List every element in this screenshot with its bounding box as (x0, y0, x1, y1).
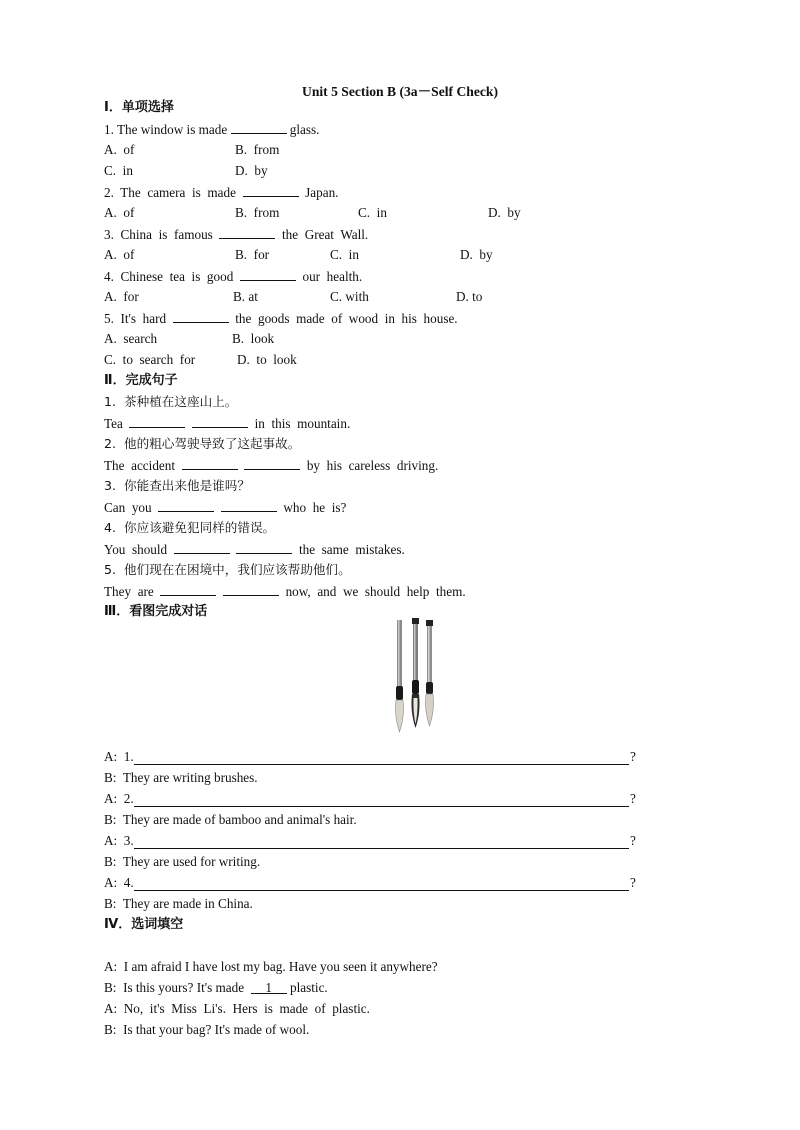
dialogue-text-before: Is this yours? It's made (123, 980, 248, 995)
dialogue-text: They are used for writing. (122, 854, 261, 869)
sentence-before: The accident (104, 458, 182, 473)
dialogue-text: No, it's Miss Li's. Hers is made of plastic. (123, 1001, 370, 1016)
stem-before: 2. The camera is made (104, 185, 243, 200)
sentence-before: They are (104, 584, 161, 599)
dialogue-text: They are made of bamboo and animal's hair. (122, 812, 357, 827)
option: A. of (104, 247, 135, 262)
question-mark: ? (630, 791, 636, 806)
dialogue-text: They are writing brushes. (122, 770, 258, 785)
sentence (104, 583, 466, 600)
option: C. to search for (104, 352, 196, 367)
speaker: B: (104, 770, 117, 785)
question-number: 2. (123, 791, 134, 806)
question-stem (104, 184, 338, 201)
dialogue-line (104, 854, 260, 870)
answer-blank[interactable] (160, 583, 216, 596)
dialogue-line (104, 1001, 370, 1017)
stem-before: 5. It's hard (104, 311, 173, 326)
option: A. search (104, 331, 158, 346)
question-mark: ? (630, 833, 636, 848)
option: B. for (235, 247, 270, 262)
speaker: A: (104, 749, 118, 764)
answer-blank[interactable] (134, 763, 629, 765)
dialogue-line (104, 896, 253, 912)
dialogue-line (104, 959, 438, 975)
answer-blank[interactable] (129, 415, 185, 428)
dialogue-text: Is that your bag? It's made of wool. (123, 1022, 310, 1037)
brushes-icon (390, 618, 440, 736)
answer-blank[interactable] (221, 499, 277, 512)
answer-blank[interactable] (158, 499, 214, 512)
chinese-prompt: 4. 你应该避免犯同样的错误。 (104, 520, 276, 535)
sentence (104, 415, 350, 432)
section-heading-picture-dialogue: Ⅲ．看图完成对话 (104, 604, 208, 619)
answer-blank[interactable] (134, 805, 629, 807)
sentence (104, 499, 346, 516)
answer-blank[interactable] (219, 226, 275, 239)
option: C. in (358, 205, 387, 220)
stem-before: 4. Chinese tea is good (104, 269, 240, 284)
question-mark: ? (630, 749, 636, 764)
answer-blank[interactable] (134, 889, 629, 891)
dialogue-text: I am afraid I have lost my bag. Have you seen it anywhere? (123, 959, 438, 974)
answer-blank[interactable] (134, 847, 629, 849)
dialogue-line (104, 875, 134, 891)
speaker: B: (104, 854, 117, 869)
dialogue-line (104, 1022, 309, 1038)
section-heading-complete-sentences: Ⅱ．完成句子 (104, 373, 178, 388)
sentence-after: now, and we should help them. (278, 584, 466, 599)
option: B. look (232, 331, 275, 346)
option: C. in (330, 247, 359, 262)
question-stem (104, 310, 458, 327)
sentence-before: Can you (104, 500, 159, 515)
speaker: B: (104, 980, 117, 995)
sentence-after: by his careless driving. (300, 458, 439, 473)
speaker: A: (104, 1001, 118, 1016)
option: D. to (456, 289, 483, 304)
numbered-blank-1[interactable]: 1 (251, 981, 287, 994)
option: C. in (104, 163, 133, 178)
dialogue-text-after: plastic. (286, 980, 328, 995)
chinese-prompt: 1. 茶种植在这座山上。 (104, 394, 238, 409)
option: D. to look (237, 352, 297, 367)
speaker: A: (104, 791, 118, 806)
answer-blank[interactable] (244, 457, 300, 470)
writing-brushes-image (390, 618, 440, 736)
option: B. from (235, 142, 280, 157)
dialogue-line (104, 812, 357, 828)
sentence (104, 541, 405, 558)
answer-blank[interactable] (243, 184, 299, 197)
dialogue-line (104, 980, 328, 996)
option: A. of (104, 142, 135, 157)
speaker: A: (104, 875, 118, 890)
stem-after: our health. (295, 269, 363, 284)
option: A. of (104, 205, 135, 220)
sentence-before: You should (104, 542, 174, 557)
stem-after: the Great Wall. (275, 227, 369, 242)
option: B. at (233, 289, 258, 304)
dialogue-line (104, 770, 258, 786)
dialogue-text: They are made in China. (122, 896, 253, 911)
question-number: 1. (123, 749, 134, 764)
speaker: B: (104, 812, 117, 827)
section-heading-multiple-choice: Ⅰ．单项选择 (104, 100, 174, 115)
chinese-prompt: 5. 他们现在在困境中，我们应该帮助他们。 (104, 562, 351, 577)
section-heading-word-fill: Ⅳ．选词填空 (104, 917, 184, 932)
question-stem (104, 226, 368, 243)
sentence-before: Tea (104, 416, 130, 431)
sentence-after: in this mountain. (248, 416, 351, 431)
speaker: B: (104, 896, 117, 911)
answer-blank[interactable] (231, 121, 287, 134)
stem-after: glass. (286, 122, 320, 137)
question-stem (104, 121, 319, 138)
question-number: 3. (123, 833, 134, 848)
sentence (104, 457, 438, 474)
answer-blank[interactable] (174, 541, 230, 554)
option: D. by (488, 205, 521, 220)
dialogue-line (104, 791, 134, 807)
sentence-after: who he is? (276, 500, 347, 515)
answer-blank[interactable] (173, 310, 229, 323)
speaker: A: (104, 959, 118, 974)
dialogue-line (104, 749, 134, 765)
answer-blank[interactable] (236, 541, 292, 554)
speaker: B: (104, 1022, 117, 1037)
stem-after: Japan. (298, 185, 339, 200)
question-stem (104, 268, 362, 285)
question-number: 4. (123, 875, 134, 890)
speaker: A: (104, 833, 118, 848)
stem-before: 3. China is famous (104, 227, 220, 242)
question-mark: ? (630, 875, 636, 890)
option: B. from (235, 205, 280, 220)
page-title: Unit 5 Section B (3a－Self Check) (302, 84, 498, 99)
option: C. with (330, 289, 369, 304)
option: A. for (104, 289, 139, 304)
option: D. by (235, 163, 268, 178)
option: D. by (460, 247, 493, 262)
sentence-after: the same mistakes. (292, 542, 405, 557)
answer-blank[interactable] (240, 268, 296, 281)
stem-after: the goods made of wood in his house. (228, 311, 458, 326)
dialogue-line (104, 833, 134, 849)
answer-blank[interactable] (182, 457, 238, 470)
answer-blank[interactable] (192, 415, 248, 428)
stem-before: 1. The window is made (104, 122, 231, 137)
chinese-prompt: 2. 他的粗心驾驶导致了这起事故。 (104, 436, 301, 451)
answer-blank[interactable] (223, 583, 279, 596)
chinese-prompt: 3. 你能查出来他是谁吗？ (104, 478, 250, 493)
